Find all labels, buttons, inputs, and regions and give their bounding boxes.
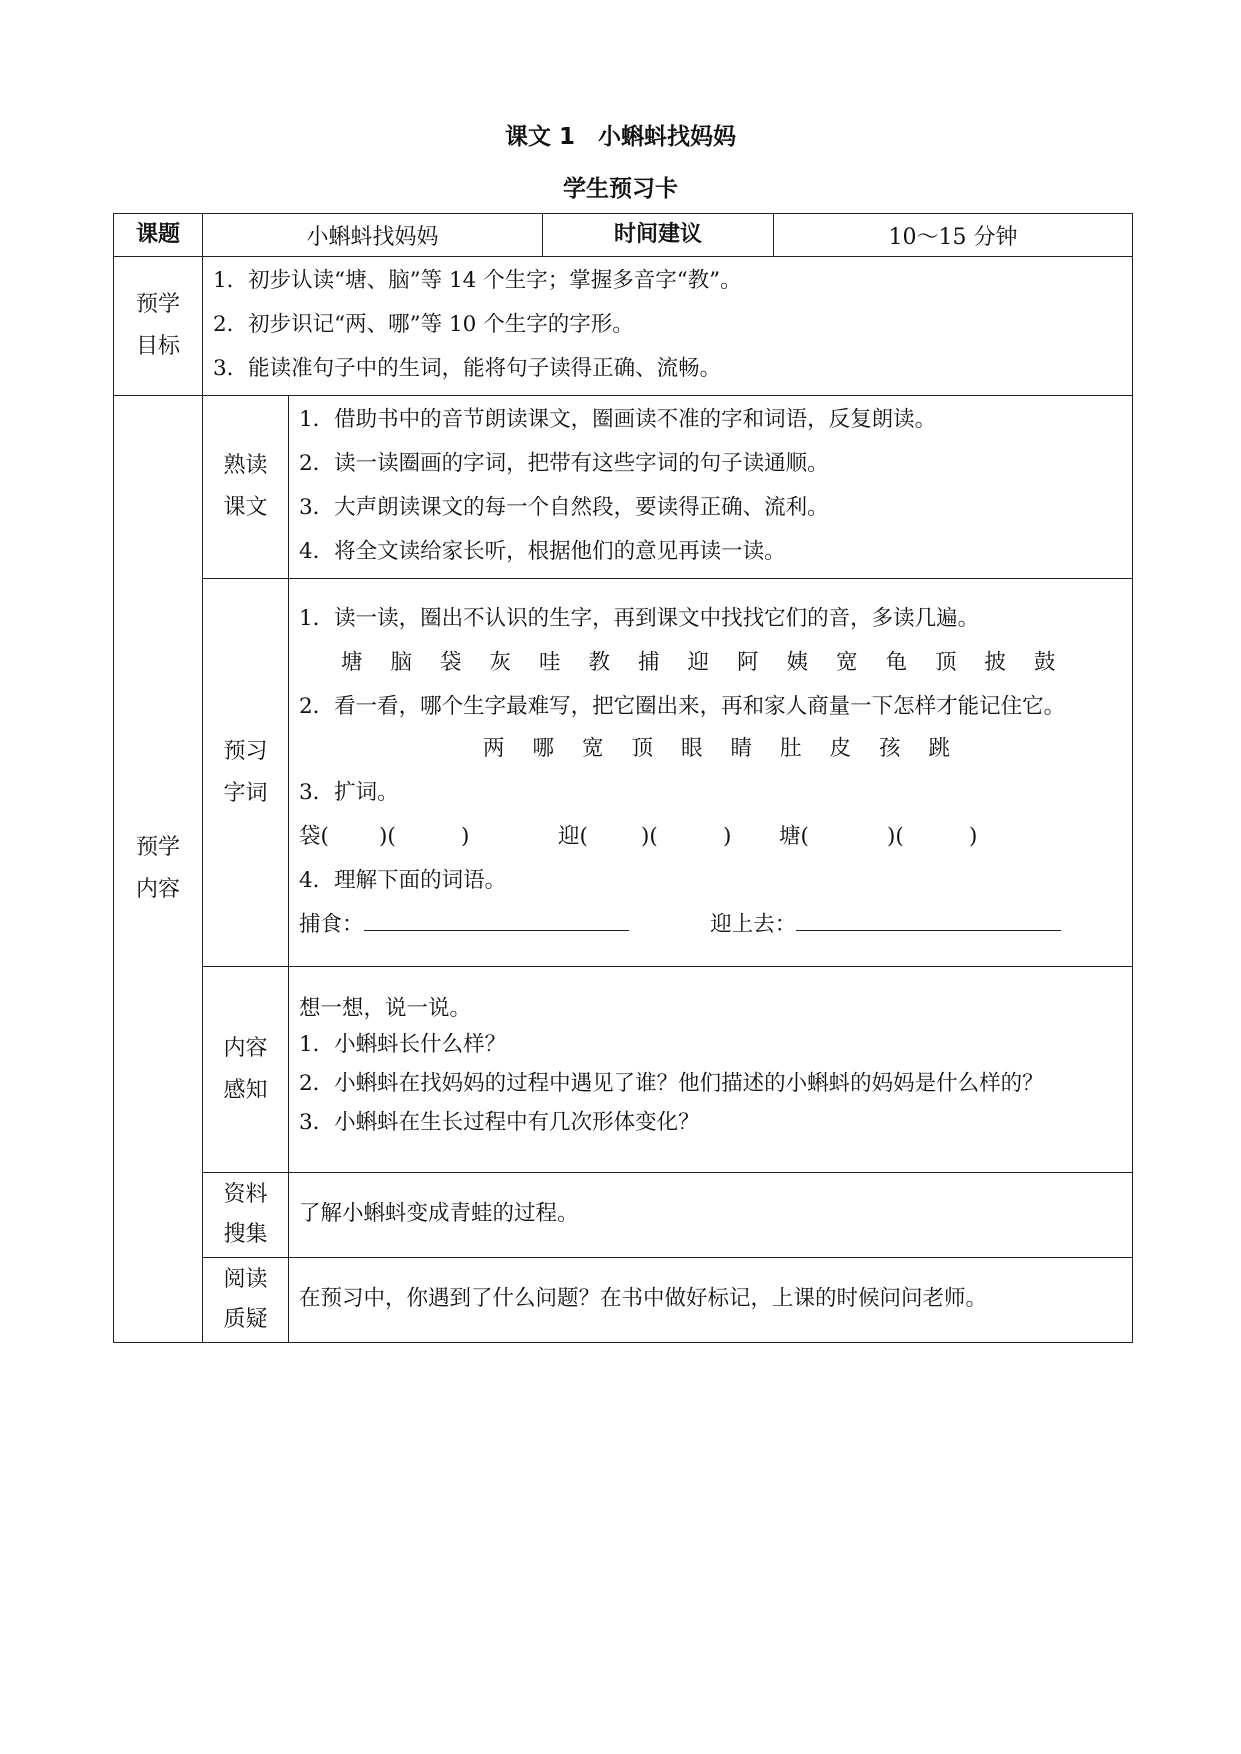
perception-label: 内容感知 bbox=[223, 1035, 268, 1103]
reading-label-cell bbox=[203, 396, 289, 579]
words-section bbox=[289, 579, 1133, 967]
char: 教 bbox=[588, 649, 610, 675]
char: 阿 bbox=[736, 649, 759, 675]
time-label-cell bbox=[543, 214, 774, 257]
char: 披 bbox=[984, 649, 1006, 675]
chars-row-1 bbox=[299, 641, 1120, 685]
perception-label-cell bbox=[203, 967, 289, 1173]
reading-list bbox=[289, 396, 1133, 579]
expand-blank-close: ) bbox=[969, 823, 978, 849]
char: 姨 bbox=[786, 649, 808, 675]
chars-row-2 bbox=[299, 727, 1120, 771]
expand-blank-mid: )( bbox=[379, 823, 396, 849]
words-label: 预习字词 bbox=[223, 738, 268, 806]
reading-item: 3．大声朗读课文的每一个自然段，要读得正确、流利。 bbox=[299, 495, 829, 520]
char: 睛 bbox=[730, 735, 752, 761]
char: 宽 bbox=[581, 735, 604, 761]
reading-item: 1．借助书中的音节朗读课文，圈画读不准的字和词语，反复朗读。 bbox=[299, 407, 937, 432]
char: 袋 bbox=[439, 649, 462, 675]
char: 跳 bbox=[928, 735, 950, 761]
char: 脑 bbox=[390, 649, 412, 675]
char: 捕 bbox=[637, 649, 660, 675]
char: 哇 bbox=[538, 649, 561, 675]
term-label: 迎上去： bbox=[710, 911, 797, 937]
content-label: 预学内容 bbox=[135, 835, 180, 902]
reading-item: 2．读一读圈画的字词，把带有这些字词的句子读通顺。 bbox=[299, 451, 829, 476]
words-item-3: 3．扩词。 bbox=[299, 779, 399, 805]
char: 灰 bbox=[489, 649, 511, 675]
reading-item: 4．将全文读给家长听，根据他们的意见再读一读。 bbox=[299, 539, 786, 564]
term-answer-line[interactable] bbox=[796, 904, 1061, 931]
topic-label-cell bbox=[114, 214, 203, 257]
page-subtitle: 学生预习卡 bbox=[563, 176, 678, 202]
expand-blank-mid: )( bbox=[641, 823, 658, 849]
expand-blank-open: 塘( bbox=[779, 823, 809, 849]
expand-row bbox=[299, 815, 1120, 859]
questions-label: 阅读质疑 bbox=[223, 1267, 268, 1332]
term-label: 捕食： bbox=[299, 911, 364, 937]
expand-blank-close: ) bbox=[723, 823, 732, 849]
goals-label: 预学目标 bbox=[135, 292, 180, 359]
char: 肚 bbox=[779, 735, 802, 761]
words-item-1: 1．读一读，圈出不认识的生字，再到课文中找找它们的音，多读几遍。 bbox=[299, 605, 980, 631]
expand-blank-open: 迎( bbox=[558, 823, 588, 849]
goal-item: 2．初步识记“两、哪”等 10 个生字的字形。 bbox=[213, 312, 634, 337]
term-answer-line[interactable] bbox=[364, 904, 629, 931]
char: 两 bbox=[482, 735, 505, 761]
perception-item: 3．小蝌蚪在生长过程中有几次形体变化？ bbox=[299, 1109, 700, 1135]
goal-item: 1．初步认读“塘、脑”等 14 个生字；掌握多音字“教”。 bbox=[213, 268, 742, 293]
time-label: 时间建议 bbox=[614, 222, 703, 247]
perception-list bbox=[289, 967, 1133, 1173]
terms-row bbox=[299, 903, 1120, 947]
topic-label: 课题 bbox=[135, 222, 180, 247]
char: 宽 bbox=[835, 649, 858, 675]
content-label-cell bbox=[114, 396, 203, 1343]
expand-blank-mid: )( bbox=[887, 823, 904, 849]
char: 迎 bbox=[687, 649, 709, 675]
goal-item: 3．能读准句子中的生词，能将句子读得正确、流畅。 bbox=[213, 356, 722, 381]
perception-item: 2．小蝌蚪在找妈妈的过程中遇见了谁？他们描述的小蝌蚪的妈妈是什么样的？ bbox=[299, 1070, 1044, 1096]
char: 顶 bbox=[934, 649, 957, 675]
time-value: 10～15 分钟 bbox=[774, 214, 1133, 257]
goals-label-cell bbox=[114, 257, 203, 396]
words-label-cell bbox=[203, 579, 289, 967]
perception-item: 1．小蝌蚪长什么样？ bbox=[299, 1031, 507, 1057]
char: 顶 bbox=[631, 735, 653, 761]
page-title: 课文 1 小蝌蚪找妈妈 bbox=[504, 124, 736, 150]
goals-list bbox=[203, 257, 1133, 396]
perception-intro: 想一想，说一说。 bbox=[299, 995, 472, 1021]
char: 龟 bbox=[885, 649, 907, 675]
questions-label-cell bbox=[203, 1258, 289, 1343]
questions-text: 在预习中，你遇到了什么问题？在书中做好标记，上课的时候问问老师。 bbox=[289, 1258, 1133, 1343]
research-label: 资料搜集 bbox=[223, 1182, 268, 1247]
expand-blank-close: ) bbox=[461, 823, 470, 849]
words-item-2: 2．看一看，哪个生字最难写，把它圈出来，再和家人商量一下怎样才能记住它。 bbox=[299, 693, 1066, 719]
char: 眼 bbox=[680, 735, 703, 761]
topic-value: 小蝌蚪找妈妈 bbox=[203, 214, 543, 257]
preview-card-table bbox=[113, 213, 1133, 1343]
reading-label: 熟读课文 bbox=[223, 453, 268, 520]
char: 孩 bbox=[878, 735, 901, 761]
expand-blank-open: 袋( bbox=[299, 823, 329, 849]
char: 鼓 bbox=[1033, 649, 1056, 675]
char: 哪 bbox=[532, 735, 554, 761]
research-text: 了解小蝌蚪变成青蛙的过程。 bbox=[289, 1173, 1133, 1258]
char: 塘 bbox=[340, 649, 363, 675]
research-label-cell bbox=[203, 1173, 289, 1258]
char: 皮 bbox=[829, 735, 851, 761]
words-item-4: 4．理解下面的词语。 bbox=[299, 867, 507, 893]
